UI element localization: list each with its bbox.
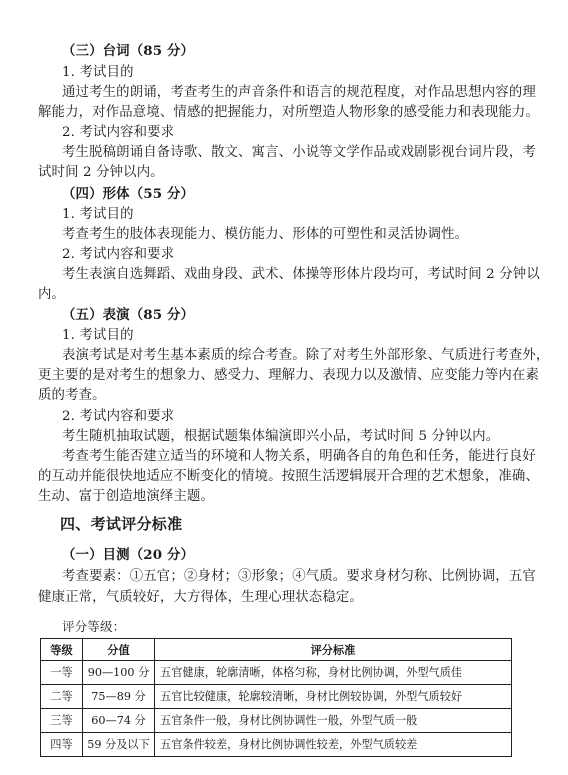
table-row — [41, 733, 512, 757]
paragraph-line: 的互动并能很快地适应不断变化的情境。按照生活逻辑展开合理的艺术想象，准确、 — [38, 469, 540, 484]
paragraph-line: 表演考试是对考生基本素质的综合考查。除了对考生外部形象、气质进行考查外， — [62, 348, 550, 363]
paragraph-line: 质的考查。 — [38, 388, 106, 403]
section-heading-lines: （三）台词（85 分） — [62, 43, 195, 59]
paragraph-line: 解能力，对作品意境、情感的把握能力，对所塑造人物形象的感受能力和表现能力。 — [38, 105, 540, 120]
subsection-title: 2. 考试内容和要求 — [62, 247, 175, 262]
subsection-title: 2. 考试内容和要求 — [62, 409, 175, 424]
paragraph-line: 健康正常，气质较好，大方得体，生理心理状态稳定。 — [38, 590, 363, 605]
paragraph-line: 考生表演自选舞蹈、戏曲身段、武术、体操等形体片段均可，考试时间 2 分钟以 — [62, 267, 540, 282]
cell-score: 60—74 分 — [83, 709, 155, 733]
paragraph-line: 更主要的是对考生的想象力、感受力、理解力、表现力以及激情、应变能力等内在素 — [38, 368, 540, 383]
grade-table — [40, 638, 512, 757]
cell-criteria: 五官条件较差，身材比例协调性较差，外型气质较差 — [155, 733, 512, 757]
subsection-title: 1. 考试目的 — [62, 207, 134, 222]
header-criteria: 评分标准 — [155, 639, 512, 661]
header-level: 等级 — [41, 639, 83, 661]
paragraph-line: 考生脱稿朗诵自备诗歌、散文、寓言、小说等文学作品或戏剧影视台词片段，考 — [62, 145, 536, 160]
cell-score: 90—100 分 — [83, 661, 155, 685]
subsection-title: 1. 考试目的 — [62, 65, 134, 80]
part-heading: 四、考试评分标准 — [60, 515, 183, 533]
cell-level: 四等 — [41, 733, 83, 757]
paragraph-line: 生动、富于创造地演绎主题。 — [38, 489, 215, 504]
cell-criteria: 五官比较健康，轮廓较清晰，身材比例较协调，外型气质较好 — [155, 685, 512, 709]
cell-criteria: 五官健康，轮廓清晰，体格匀称，身材比例协调，外型气质佳 — [155, 661, 512, 685]
cell-level: 三等 — [41, 709, 83, 733]
paragraph-line: 试时间 2 分钟以内。 — [38, 165, 164, 180]
table-row — [41, 685, 512, 709]
cell-level: 一等 — [41, 661, 83, 685]
section-heading-performance: （五）表演（85 分） — [62, 307, 195, 323]
paragraph-line: 考查要素：①五官；②身材；③形象；④气质。要求身材匀称、比例协调，五官 — [62, 569, 536, 584]
section-heading-visual: （一）目测（20 分） — [62, 547, 195, 563]
subsection-title: 1. 考试目的 — [62, 328, 134, 343]
header-score: 分值 — [83, 639, 155, 661]
cell-score: 75—89 分 — [83, 685, 155, 709]
cell-level: 二等 — [41, 685, 83, 709]
table-row — [41, 661, 512, 685]
section-heading-body: （四）形体（55 分） — [62, 186, 195, 202]
table-row — [41, 709, 512, 733]
cell-criteria: 五官条件一般，身材比例协调性一般，外型气质一般 — [155, 709, 512, 733]
cell-score: 59 分及以下 — [83, 733, 155, 757]
grade-label: 评分等级： — [62, 619, 126, 634]
table-header-row — [41, 639, 512, 661]
paragraph-line: 考查考生的肢体表现能力、模仿能力、形体的可塑性和灵活协调性。 — [62, 227, 469, 242]
subsection-title: 2. 考试内容和要求 — [62, 125, 175, 140]
paragraph-line: 通过考生的朗诵，考查考生的声音条件和语言的规范程度，对作品思想内容的理 — [62, 85, 536, 100]
paragraph-line: 考生随机抽取试题，根据试题集体编演即兴小品，考试时间 5 分钟以内。 — [62, 429, 500, 444]
paragraph-line: 考查考生能否建立适当的环境和人物关系，明确各自的角色和任务，能进行良好 — [62, 449, 536, 464]
paragraph-line: 内。 — [38, 287, 66, 302]
